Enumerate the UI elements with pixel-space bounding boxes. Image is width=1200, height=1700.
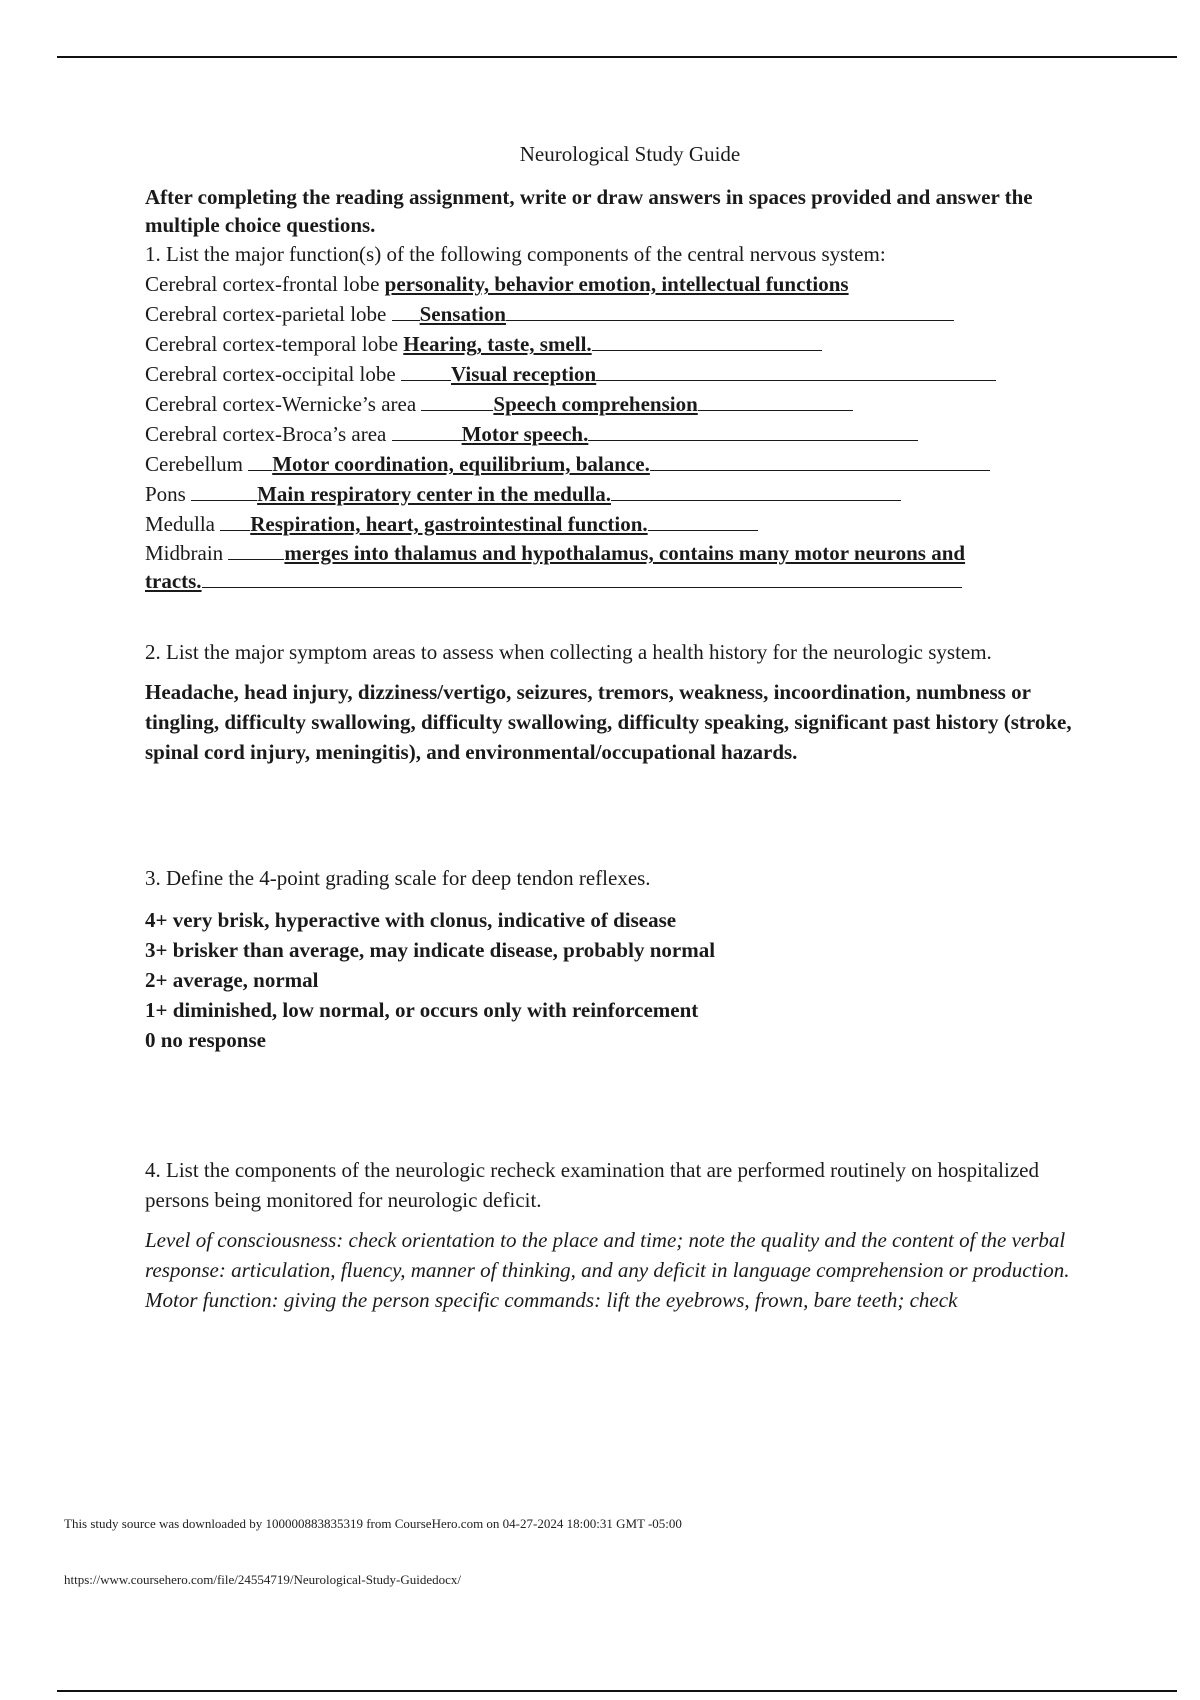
question-3-prompt: 3. Define the 4-point grading scale for deep tendon reflexes.	[145, 866, 651, 890]
top-rule	[57, 56, 1177, 58]
answer-blank	[506, 300, 954, 321]
component-label: Cerebral cortex-frontal lobe	[145, 272, 385, 296]
question-1-prompt: 1. List the major function(s) of the following components of the central nervous system:	[145, 242, 886, 266]
component-label: Medulla	[145, 512, 221, 536]
reflex-grade: 3+ brisker than average, may indicate disease, probably normal	[145, 938, 716, 962]
component-label: Cerebellum	[145, 452, 249, 476]
question-4-answer-continued: Motor function: giving the person specific commands: lift the eyebrows, frown, bare teeth; check	[145, 1288, 958, 1312]
question-4-answer: Level of consciousness: check orientation to the place and time; note the quality and the content of the verbal response: articulation, fluency, manner of thinking, and any deficit in language comprehension or production.	[145, 1228, 1070, 1282]
reflex-grade: 1+ diminished, low normal, or occurs only with reinforcement	[145, 998, 699, 1022]
function-answer: Visual reception	[450, 362, 597, 386]
question-2-prompt: 2. List the major symptom areas to assess when collecting a health history for the neurologic system.	[145, 640, 992, 664]
question-4-section	[145, 1155, 1095, 1315]
answer-blank	[401, 360, 451, 381]
component-label: Cerebral cortex-parietal lobe	[145, 302, 392, 326]
function-answer: Sensation	[419, 302, 506, 326]
answer-blank	[592, 330, 822, 351]
component-label: Cerebral cortex-occipital lobe	[145, 362, 401, 386]
function-answer: Hearing, taste, smell.	[403, 332, 592, 356]
component-label: Midbrain	[145, 541, 229, 565]
function-row	[145, 479, 1095, 509]
answer-blank	[650, 450, 990, 471]
component-label: Cerebral cortex-Wernicke’s area	[145, 392, 422, 416]
function-answer: personality, behavior emotion, intellectual functions	[384, 272, 849, 296]
question-2-section	[145, 637, 1095, 767]
function-row	[145, 329, 1095, 359]
answer-blank	[392, 420, 462, 441]
source-url[interactable]: https://www.coursehero.com/file/24554719/Neurological-Study-Guidedocx/	[64, 1572, 462, 1587]
reflex-grade: 2+ average, normal	[145, 968, 319, 992]
download-notice: This study source was downloaded by 100000883835319 from CourseHero.com on 04-27-2024 18:00:31 GMT -05:00	[64, 1516, 682, 1531]
component-label: Cerebral cortex-temporal lobe	[145, 332, 404, 356]
answer-blank	[392, 300, 420, 321]
bottom-rule	[57, 1690, 1177, 1692]
component-label: Cerebral cortex-Broca’s area	[145, 422, 392, 446]
question-3-section	[145, 863, 1095, 1055]
reflex-grade-list	[145, 905, 1095, 1055]
page-title: Neurological Study Guide	[519, 142, 741, 166]
function-answer: Motor coordination, equilibrium, balance.	[272, 452, 650, 476]
function-answer: merges into thalamus and hypothalamus, contains many motor neurons and	[284, 541, 966, 565]
answer-blank	[421, 390, 493, 411]
intro-instructions: After completing the reading assignment, write or draw answers in spaces provided and answer the multiple choice questions.	[145, 185, 1033, 237]
function-list	[145, 269, 1095, 595]
function-row	[145, 389, 1095, 419]
function-answer: Main respiratory center in the medulla.	[257, 482, 611, 506]
answer-blank	[191, 480, 257, 501]
function-row	[145, 449, 1095, 479]
answer-blank	[248, 450, 272, 471]
answer-blank	[228, 539, 284, 560]
function-answer: Respiration, heart, gastrointestinal function.	[250, 512, 648, 536]
function-row	[145, 269, 1095, 299]
answer-blank	[588, 420, 918, 441]
function-answer-continued: tracts.	[145, 569, 202, 593]
answer-blank	[698, 390, 853, 411]
document-body	[145, 142, 1095, 1315]
function-row	[145, 299, 1095, 329]
question-2-answer: Headache, head injury, dizziness/vertigo, seizures, tremors, weakness, incoordination, numbness or tingling, difficulty swallowing, difficulty swallowing, difficulty speaking, significant past history (stroke, spinal cord injury, meningitis), and environmental/occupational hazards.	[145, 680, 1072, 764]
function-answer: Speech comprehension	[493, 392, 698, 416]
function-row	[145, 509, 1095, 539]
question-4-prompt: 4. List the components of the neurologic recheck examination that are performed routinely on hospitalized persons being monitored for neurologic deficit.	[145, 1158, 1039, 1212]
function-row	[145, 419, 1095, 449]
answer-blank	[648, 510, 758, 531]
reflex-grade: 4+ very brisk, hyperactive with clonus, indicative of disease	[145, 908, 677, 932]
function-row	[145, 359, 1095, 389]
reflex-grade: 0 no response	[145, 1028, 266, 1052]
function-row	[145, 539, 1095, 595]
answer-blank	[202, 567, 962, 588]
component-label: Pons	[145, 482, 192, 506]
function-answer: Motor speech.	[461, 422, 589, 446]
answer-blank	[220, 510, 250, 531]
answer-blank	[611, 480, 901, 501]
answer-blank	[596, 360, 996, 381]
